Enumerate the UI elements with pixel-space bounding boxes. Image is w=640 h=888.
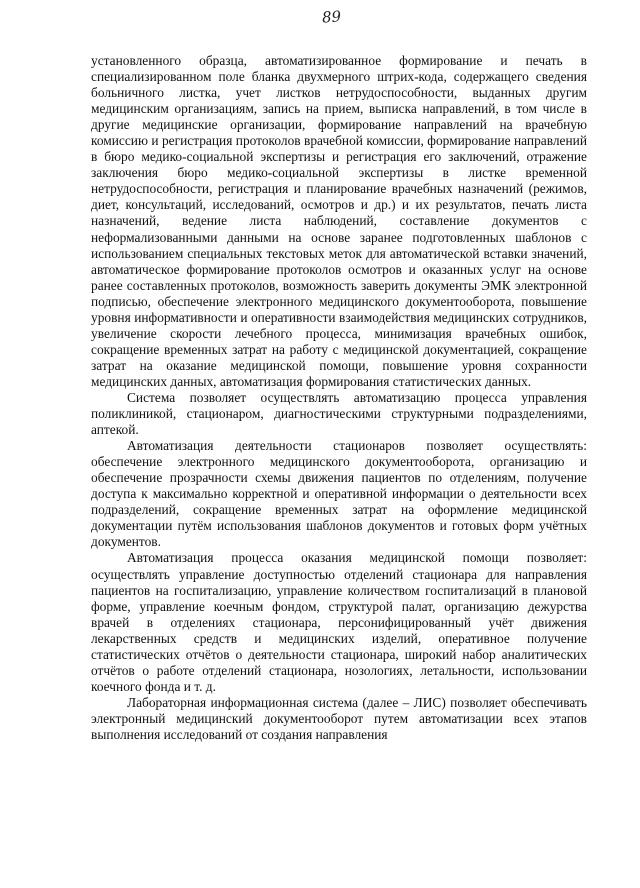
paragraph-care-automation: Автоматизация процесса оказания медицинской помощи позволяет: осуществлять управление доступностью отделений стационара для направления пациентов на госпитализацию, управление количеством госпитализаций в плановой форме, управление коечным фондом, структурой палат, организацию дежурства врачей в отделениях стационара, персонифицированный учёт движения лекарственных средств и медицинских изделий, оперативное получение статистических отчётов о деятельности стационара, широкий набор аналитических отчётов о работе отделений стационара, нозологиях, летальности, использовании коечного фонда и т. д. <box>91 550 587 694</box>
page-number: 89 <box>321 7 342 27</box>
paragraph-hospital-automation: Автоматизация деятельности стационаров позволяет осуществлять: обеспечение электронного медицинского документооборота, организацию и обеспечение прозрачности схемы движения пациентов по отделениям, получение доступа к максимально корректной и оперативной информации о деятельности всех подразделений, сокращение временных затрат на оформление медицинской документации путём использования шаблонов документов и готовых форм учётных документов. <box>91 438 587 550</box>
paragraph-continuation: установленного образца, автоматизированное формирование и печать в специализированном поле бланка двухмерного штрих-кода, содержащего сведения больничного листка, учет листков нетрудоспособности, выданных другим медицинским организациям, запись на прием, выписка направлений, в том числе в другие медицинские организации, формирование направлений на врачебную комиссию и регистрация протоколов врачебной комиссии, формирование направлений в бюро медико-социальной экспертизы и регистрация его заключений, отражение заключения бюро медико-социальной экспертизы в листке временной нетрудоспособности, регистрация и планирование врачебных назначений (режимов, диет, консультаций, исследований, осмотров и др.) и их результатов, печать листа назначений, ведение листа наблюдений, составление документов с неформализованными данными на основе заранее подготовленных шаблонов с использованием специальных текстовых меток для автоматической вставки значений, автоматическое формирование протоколов осмотров и оказанных услуг на основе ранее составленных протоколов, возможность заверить документы ЭМК электронной подписью, обеспечение электронного медицинского документооборота, повышение уровня информативности и оперативности взаимодействия медицинских сотрудников, увеличение скорости лечебного процесса, минимизация врачебных ошибок, сокращение временных затрат на работу с медицинской документацией, сокращение затрат на оказание медицинской помощи, повышение уровня сохранности медицинских данных, автоматизация формирования статистических данных. <box>91 53 587 389</box>
paragraph-lis: Лабораторная информационная система (далее – ЛИС) позволяет обеспечивать электронный медицинский документооборот путем автоматизации всех этапов выполнения исследований от создания направления <box>91 694 587 742</box>
paragraph-system-automation: Система позволяет осуществлять автоматизацию процесса управления поликлиникой, стационаром, диагностическими структурными подразделениями, аптекой. <box>91 389 587 438</box>
body-text <box>91 53 587 743</box>
